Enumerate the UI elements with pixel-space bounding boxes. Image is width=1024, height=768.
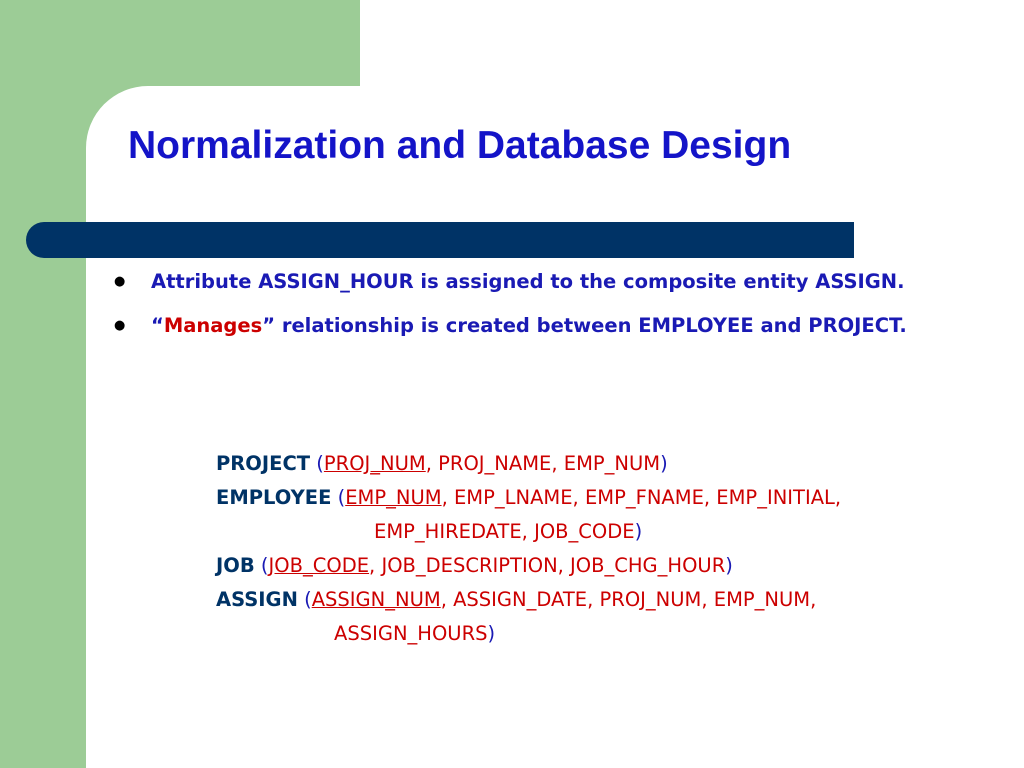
slide-title: Normalization and Database Design — [128, 124, 792, 167]
bullet-dot-icon: ● — [114, 274, 126, 289]
schema-assign — [216, 583, 841, 617]
bullet-dot-icon: ● — [114, 318, 126, 333]
attribute-list: , PROJ_NAME, EMP_NUM — [425, 452, 661, 475]
content-panel — [86, 86, 1024, 768]
primary-key: EMP_NUM — [345, 486, 442, 509]
schema-assign-continued — [216, 617, 841, 651]
attribute-list: , JOB_DESCRIPTION, JOB_CHG_HOUR — [369, 554, 726, 577]
bullet-text: Attribute ASSIGN_HOUR is assigned to the composite entity ASSIGN. — [151, 270, 905, 293]
paren-close: ) — [660, 452, 668, 475]
primary-key: PROJ_NUM — [323, 452, 426, 475]
bullet-list — [114, 268, 934, 356]
schema-project — [216, 447, 841, 481]
relational-schema-list — [216, 447, 841, 651]
entity-name: JOB — [216, 554, 255, 577]
paren-close: ) — [487, 622, 496, 645]
bullet-item — [114, 268, 934, 296]
paren-open: ( — [310, 452, 324, 475]
bullet-text-open-quote: “ — [151, 314, 164, 337]
attribute-list: ASSIGN_HOURS — [334, 622, 488, 645]
attribute-list: , ASSIGN_DATE, PROJ_NUM, EMP_NUM, — [440, 588, 817, 611]
primary-key: ASSIGN_NUM — [311, 588, 441, 611]
schema-employee — [216, 481, 841, 515]
entity-name: EMPLOYEE — [216, 486, 332, 509]
bullet-item — [114, 312, 934, 340]
schema-employee-continued — [216, 515, 841, 549]
attribute-list: , EMP_LNAME, EMP_FNAME, EMP_INITIAL, — [441, 486, 842, 509]
paren-close: ) — [634, 520, 643, 543]
bullet-text: ” relationship is created between EMPLOYEE and PROJECT. — [262, 314, 907, 337]
paren-open: ( — [331, 486, 346, 509]
bullet-text-highlight: Manages — [163, 314, 263, 337]
paren-open: ( — [254, 554, 269, 577]
entity-name: PROJECT — [216, 452, 311, 475]
title-divider-bar — [26, 222, 854, 258]
schema-job — [216, 549, 841, 583]
paren-open: ( — [297, 588, 312, 611]
primary-key: JOB_CODE — [268, 554, 370, 577]
attribute-list: EMP_HIREDATE, JOB_CODE — [374, 520, 635, 543]
entity-name: ASSIGN — [216, 588, 298, 611]
paren-close: ) — [725, 554, 733, 577]
